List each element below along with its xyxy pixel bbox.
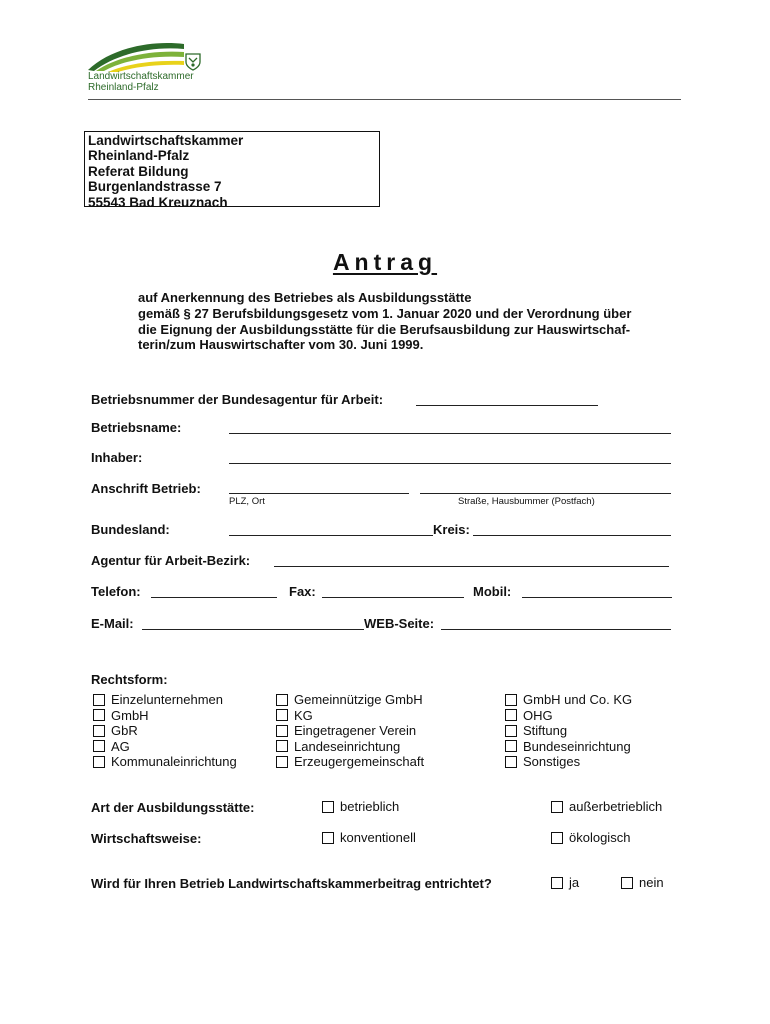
option-label: Eingetragener Verein: [294, 723, 417, 739]
inhaber-label: Inhaber:: [91, 450, 143, 465]
betriebsname-field[interactable]: [229, 433, 671, 434]
address-box: [84, 131, 380, 210]
rechtsform-option[interactable]: [276, 723, 424, 739]
kreis-field[interactable]: [473, 535, 671, 536]
option-label: Bundeseinrichtung: [523, 738, 631, 754]
beitrag-option-ja[interactable]: [551, 875, 579, 891]
checkbox[interactable]: [93, 694, 105, 706]
option-label: konventionell: [340, 830, 416, 846]
kreis-label: Kreis:: [433, 522, 470, 537]
betriebsnummer-label: Betriebsnummer der Bundesagentur für Arbeit:: [91, 392, 384, 407]
rechtsform-option[interactable]: [505, 739, 632, 755]
rechtsform-option[interactable]: [276, 739, 424, 755]
telefon-field[interactable]: [151, 597, 277, 598]
intro-line: auf Anerkennung des Betriebes als Ausbildungsstätte: [138, 290, 472, 305]
fax-field[interactable]: [322, 597, 464, 598]
checkbox[interactable]: [505, 694, 517, 706]
bundesland-field[interactable]: [229, 535, 433, 536]
option-label: ja: [569, 875, 580, 891]
checkbox[interactable]: [276, 740, 288, 752]
checkbox[interactable]: [551, 877, 563, 889]
checkbox[interactable]: [551, 801, 563, 813]
checkbox[interactable]: [276, 725, 288, 737]
checkbox[interactable]: [276, 694, 288, 706]
option-label: betrieblich: [340, 799, 400, 815]
logo: [86, 40, 206, 95]
checkbox[interactable]: [505, 725, 517, 737]
option-label: nein: [639, 875, 664, 891]
plz-ort-caption: PLZ, Ort: [229, 496, 265, 507]
email-label: E-Mail:: [91, 616, 134, 631]
option-label: GmbH und Co. KG: [523, 692, 633, 708]
strasse-caption: Straße, Hausbummer (Postfach): [458, 496, 595, 507]
checkbox[interactable]: [93, 725, 105, 737]
checkbox[interactable]: [505, 709, 517, 721]
rechtsform-option[interactable]: [276, 754, 424, 770]
option-label: Erzeugergemeinschaft: [294, 754, 425, 770]
plz-ort-field[interactable]: [229, 493, 409, 494]
checkbox[interactable]: [505, 740, 517, 752]
fax-label: Fax:: [289, 584, 316, 599]
option-label: außerbetrieblich: [569, 799, 663, 815]
logo-line2: Rheinland-Pfalz: [88, 82, 159, 93]
checkbox[interactable]: [322, 801, 334, 813]
telefon-label: Telefon:: [91, 584, 141, 599]
option-label: Landeseinrichtung: [294, 738, 401, 754]
option-label: Gemeinnützige GmbH: [294, 692, 423, 708]
checkbox[interactable]: [505, 756, 517, 768]
coat-of-arms-icon: [184, 52, 202, 72]
checkbox[interactable]: [551, 832, 563, 844]
rechtsform-option[interactable]: [505, 754, 632, 770]
intro-text: [138, 290, 698, 353]
web-field[interactable]: [441, 629, 671, 630]
art-label: Art der Ausbildungsstätte:: [91, 800, 255, 815]
option-label: ökologisch: [569, 830, 631, 846]
address-line: Rheinland-Pfalz: [88, 148, 190, 164]
option-label: Einzelunternehmen: [111, 692, 224, 708]
bundesland-label: Bundesland:: [91, 522, 170, 537]
intro-line: gemäß § 27 Berufsbildungsgesetz vom 1. Januar 2020 und der Verordnung über: [138, 305, 632, 321]
rechtsform-label: Rechtsform:: [91, 672, 168, 687]
rechtsform-option[interactable]: [93, 723, 237, 739]
checkbox[interactable]: [93, 740, 105, 752]
rechtsform-col3: [505, 692, 632, 770]
logo-line1: Landwirtschaftskammer: [88, 71, 194, 82]
web-label: WEB-Seite:: [364, 616, 435, 631]
address-line: Referat Bildung: [88, 163, 189, 179]
wirtschaft-option-oekologisch[interactable]: [551, 830, 630, 846]
rechtsform-option[interactable]: [276, 708, 424, 724]
intro-line: terin/zum Hauswirtschafter vom 30. Juni 1999.: [138, 337, 424, 353]
option-label: GbR: [111, 723, 138, 739]
rechtsform-option[interactable]: [505, 692, 632, 708]
checkbox[interactable]: [93, 756, 105, 768]
checkbox[interactable]: [276, 756, 288, 768]
intro-line: die Eignung der Ausbildungsstätte für die Berufsausbildung zur Hauswirtschaf-: [138, 321, 631, 337]
address-line: Landwirtschaftskammer: [88, 133, 244, 148]
beitrag-label: Wird für Ihren Betrieb Landwirtschaftskammerbeitrag entrichtet?: [91, 876, 492, 891]
anschrift-label: Anschrift Betrieb:: [91, 481, 201, 496]
checkbox[interactable]: [276, 709, 288, 721]
option-label: AG: [111, 738, 130, 754]
checkbox[interactable]: [93, 709, 105, 721]
rechtsform-option[interactable]: [93, 692, 237, 708]
rechtsform-option[interactable]: [505, 723, 632, 739]
mobil-field[interactable]: [522, 597, 672, 598]
agentur-label: Agentur für Arbeit-Bezirk:: [91, 553, 251, 568]
rechtsform-option[interactable]: [93, 708, 237, 724]
address-line: Burgenlandstrasse 7: [88, 179, 222, 195]
rechtsform-option[interactable]: [93, 739, 237, 755]
betriebsnummer-field[interactable]: [416, 405, 598, 406]
rechtsform-option[interactable]: [276, 692, 424, 708]
rechtsform-option[interactable]: [505, 708, 632, 724]
wirtschaft-label: Wirtschaftsweise:: [91, 831, 202, 846]
wirtschaft-option-konventionell[interactable]: [322, 830, 416, 846]
checkbox[interactable]: [621, 877, 633, 889]
inhaber-field[interactable]: [229, 463, 671, 464]
rechtsform-col2: [276, 692, 424, 770]
address-line: 55543 Bad Kreuznach: [88, 194, 228, 210]
option-label: GmbH: [111, 707, 149, 723]
option-label: KG: [294, 707, 313, 723]
option-label: Kommunaleinrichtung: [111, 754, 237, 770]
mobil-label: Mobil:: [473, 584, 512, 599]
beitrag-option-nein[interactable]: [621, 875, 664, 891]
agentur-field[interactable]: [274, 566, 669, 567]
art-option-ausserbetrieblich[interactable]: [551, 799, 662, 815]
betriebsname-label: Betriebsname:: [91, 420, 182, 435]
rechtsform-col1: [93, 692, 237, 770]
option-label: OHG: [523, 707, 553, 723]
rechtsform-option[interactable]: [93, 754, 237, 770]
email-field[interactable]: [142, 629, 364, 630]
strasse-field[interactable]: [420, 493, 671, 494]
logo-swoosh-icon: [86, 40, 190, 74]
option-label: Sonstiges: [523, 754, 581, 770]
header-divider: [88, 99, 681, 100]
document-title: Antrag: [332, 249, 438, 275]
option-label: Stiftung: [523, 723, 568, 739]
art-option-betrieblich[interactable]: [322, 799, 399, 815]
checkbox[interactable]: [322, 832, 334, 844]
